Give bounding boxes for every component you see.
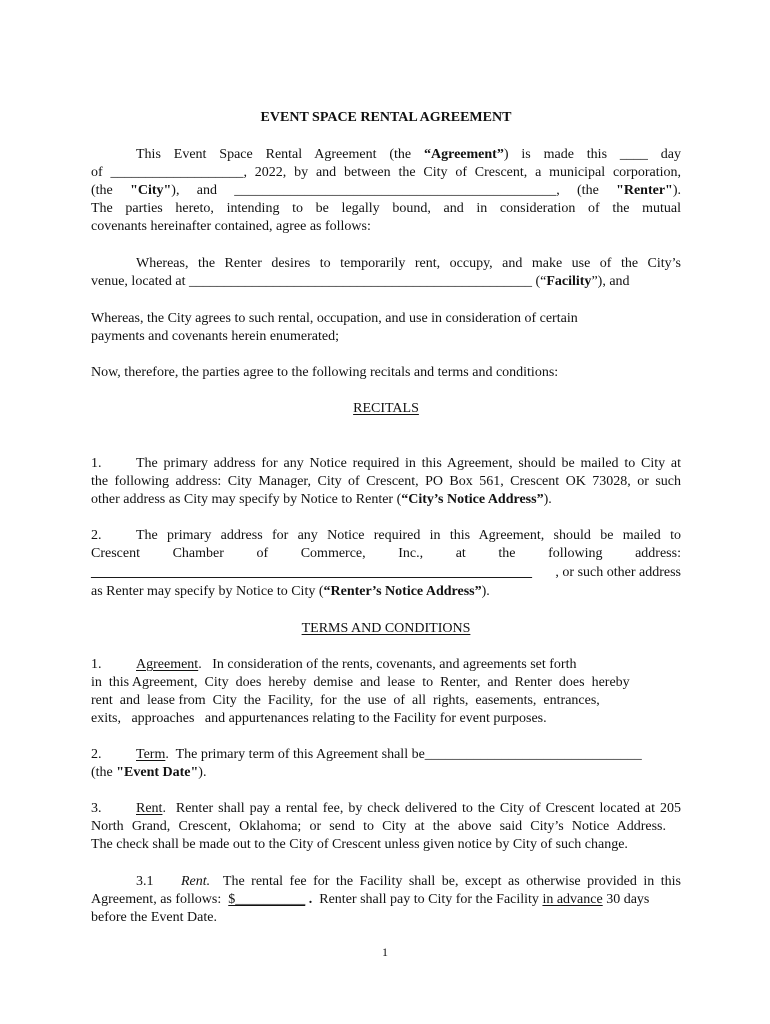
term3-1-line-3: before the Event Date. <box>91 910 217 925</box>
recital1-line-3: other address as City may specify by Notice to Renter (“City’s Notice Address”). <box>91 492 552 507</box>
term1-line-2: in this Agreement, City does hereby demise and lease to Renter, and Renter does hereby <box>91 675 630 690</box>
whereas1-line-2: venue, located at _________________________________________________ (“Facility”), and <box>91 274 630 289</box>
term2-heading: Term <box>136 747 166 762</box>
intro-line-5: covenants hereinafter contained, agree as follows: <box>91 219 371 234</box>
intro-line-3: (the "City"), and ______________________________________________, (the "Renter"). <box>91 183 681 198</box>
whereas2-line-1: Whereas, the City agrees to such rental, occupation, and use in consideration of certain <box>91 311 578 326</box>
intro-line-2: of ___________________, 2022, by and between the City of Crescent, a municipal corporation, <box>91 165 681 180</box>
intro-line-1: This Event Space Rental Agreement (the “Agreement”) is made this ____ day <box>136 147 681 162</box>
term1-heading: Agreement <box>136 657 199 672</box>
term3-1-heading: Rent. <box>181 874 211 889</box>
recital2-number: 2. <box>91 528 102 543</box>
term3-line-2: North Grand, Crescent, Oklahoma; or send to City at the above said City’s Notice Address. <box>91 819 666 834</box>
recital2-line-1: The primary address for any Notice required in this Agreement, should be mailed to <box>136 528 681 543</box>
term3-line-3: The check shall be made out to the City of Crescent unless given notice by City of such change. <box>91 837 628 852</box>
recital1-line-1: The primary address for any Notice required in this Agreement, should be mailed to City at <box>136 456 681 471</box>
term3-heading: Rent <box>136 801 163 816</box>
terms-heading: TERMS AND CONDITIONS <box>301 621 471 636</box>
term1-line-4: exits, approaches and appurtenances relating to the Facility for event purposes. <box>91 711 547 726</box>
term3-1-number: 3.1 <box>136 874 154 889</box>
term3-number: 3. <box>91 801 102 816</box>
term2-line-1: Term. The primary term of this Agreement shall be_______________________________ <box>136 747 642 762</box>
term1-line-1: Agreement. In consideration of the rents, covenants, and agreements set forth <box>136 657 577 672</box>
whereas2-line-2: payments and covenants herein enumerated; <box>91 329 340 344</box>
recital1-number: 1. <box>91 456 102 471</box>
term3-1-line-2: Agreement, as follows: $__________ . Renter shall pay to City for the Facility in advance 30 days <box>91 892 650 907</box>
document-title: EVENT SPACE RENTAL AGREEMENT <box>260 110 512 125</box>
recital2-line-4: as Renter may specify by Notice to City (“Renter’s Notice Address”). <box>91 584 490 599</box>
term1-number: 1. <box>91 657 102 672</box>
term3-1-line-1: Rent. The rental fee for the Facility shall be, except as otherwise provided in this <box>181 874 681 889</box>
page-number: 1 <box>382 945 388 959</box>
recital1-line-2: the following address: City Manager, City of Crescent, PO Box 561, Crescent OK 73028, or such <box>91 474 681 489</box>
whereas1-line-1: Whereas, the Renter desires to temporarily rent, occupy, and make use of the City’s <box>136 256 681 271</box>
now-therefore: Now, therefore, the parties agree to the following recitals and terms and conditions: <box>91 365 559 380</box>
recitals-heading: RECITALS <box>353 401 419 416</box>
term2-line-2: (the "Event Date"). <box>91 765 207 780</box>
recital2-line-3: _______________________________________________________________ , or such other address <box>91 565 681 580</box>
term1-line-3: rent and lease from City the Facility, for the use of all rights, easements, entrances, <box>91 693 600 708</box>
term3-line-1: Rent. Renter shall pay a rental fee, by check delivered to the City of Crescent located at 205 <box>136 801 681 816</box>
term2-number: 2. <box>91 747 102 762</box>
recital2-line-2: Crescent Chamber of Commerce, Inc., at the following address: <box>91 546 681 561</box>
intro-line-4: The parties hereto, intending to be legally bound, and in consideration of the mutual <box>91 201 681 216</box>
